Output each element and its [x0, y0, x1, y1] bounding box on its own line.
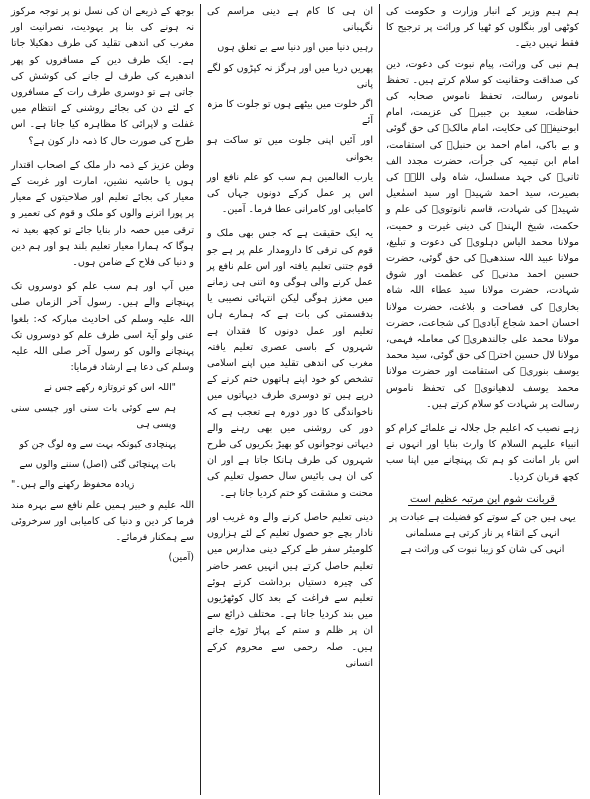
poetry-line: اگر خلوت میں بیٹھے ہوں تو جلوت کا مزہ آئے [207, 99, 373, 127]
poetry-line: انہی کی شان کو زیبا نبوت کی وراثت ہے [400, 543, 565, 555]
hadith-line: ہم سے کوئی بات سنی اور جیسی سنی ویسی ہی [11, 402, 176, 430]
hadith-line: زیادہ محفوظ رکھنے والے ہیں۔" [11, 479, 135, 491]
poetry-line: پھریں دریا میں اور ہرگز نہ کپڑوں کو لگے پانی [207, 62, 373, 90]
column-right [380, 4, 585, 795]
paragraph: ہم نبی کی وراثت، پیام نبوت کی دعوت، دین کی صداقت وحقانیت کو سلام کرتے ہیں۔ تحفظ ناموس رسالت، تحفظ ناموس صحابہ کی حفاظت، سعید بن جبیرؓ کی عزیمت، امام ابوحنیفہؒ کی حکایت، امام مالکؒ کی حق گوئی و بے باکی، امام احمد بن حنبلؒ کی استقامت، امام ابن تیمیہ کی جرأت، حضرت مجدد الف ثانیؒ کی جہد مسلسل، شاہ ولی اللہؒ کی بصیرت، سید احمد شہیدؒ اور سید اسمٰعیل شہیدؒ کی شہادت، قاسم نانوتویؒ کی علم و حکمت، شیخ الہندؒ کی دینی غیرت و حمیت، مولانا محمد الیاس دہلویؒ کی دعوت و تبلیغ، مولانا عبید اللہ سندھیؒ کی حق گوئی، حضرت حسین احمد مدنیؒ کی عظمت اور شوق شہادت، حضرت مولانا سید عطاء اللہ شاہ بخاریؒ کی فصاحت و بلاغت، حضرت مولانا احسان احمد شجاع آبادیؒ کی شجاعت، حضرت مولانا محمد علی جالندھریؒ کی معاملہ فہمی، مولانا لال حسین اخترؒ کی حق گوئی، سید محمد یوسف بنوریؒ کی استقامت اور حضرت مولانا محمد یوسف لدھیانویؒ کی تحفظ ناموس رسالت پر شہادت کو سلام کرتے ہیں۔ [386, 58, 579, 410]
paragraph: زہے نصیب کہ اعلیم جل جلالہ نے علمائے کرام کو انبیاء علیہم السلام کا وارث بنایا اور انہوں نے اس بار امانت کو ہم تک پہنچانے میں اپنا سب کچھ قربان کردیا۔ [386, 423, 579, 483]
paragraph: بوجھ کے ذریعے ان کی نسل نو پر توجہ مرکوز نہ ہونے کی بنا پر یہودیت، نصرانیت اور مغرب کی اندھی تقلید کی طرف دھکیلا جاتا ہے۔ ایک طرف دین کے مسافروں کو پھر اندھیرے کی طرف لے جانے کی کوشش کی جاتی ہے تو دوسری طرف رات کے مسافروں کے لئے دن کی بجائے روشنی کے انتظام میں غفلت و لاپرائی کا مظاہرہ کیا جاتا ہے۔ اس طرح کی صورت حال کا ذمہ دار کون ہے؟ [11, 6, 194, 147]
closing-text: (آمین) [168, 552, 194, 564]
paragraph: یارب العالمین ہم سب کو علم نافع اور اس پر عمل کرکے دونوں جہاں کی کامیابی اور کامرانی عطا فرما۔ آمین۔ [207, 171, 373, 216]
poetry-title: قربانت شوم این مرتبہ عظیم است [410, 493, 555, 505]
poetry-line: یہی ہیں جن کے سوتے کو فضیلت ہے عبادت پر [389, 511, 576, 523]
poetry-line: انہی کے اتقاء پر ناز کرتی ہے مسلمانی [405, 527, 560, 539]
paragraph: یہ ایک حقیقت ہے کہ جس بھی ملک و قوم کی ترقی کا دارومدار علم پر ہے جو قوم جتنی تعلیم یافتہ اور اس علم نافع پر عمل کرنے والی ہوگی وہ اتنی ہی زمانے میں معزز ہوگی لیکن انتہائی نصیبی یا بدقسمتی کی بات ہے کہ ہمارے ہاں تعلیم اور عمل دونوں کا فقدان ہے شہروں کے باسی عصری تعلیم یافتہ مغرب کی اندھی تقلید میں اپنے اسلامی تشخص کو خود اپنے ہاتھوں ختم کرنے کے درپے ہیں تو دوسری طرف دیہاتوں میں ناخواندگی کا دور دورہ ہے تعجب ہے کہ دور کی روشنی میں بھی رہنے والے دیہاتی نوجوانوں کو بھیڑ بکریوں کی طرح شہروں کی طرف ہانکا جاتا ہے اور ان کی ان ہی بائیس سال حصول تعلیم کی محنت و مشقت کو ختم کردیا جاتا ہے۔ [207, 228, 373, 499]
poetry-line: اور آئیں اپنی جلوت میں تو ساکت ہو بخوانی [207, 135, 373, 163]
poetry-line: رہیں دنیا میں اور دنیا سے بے تعلق ہوں [217, 42, 373, 54]
column-left [5, 4, 200, 795]
paragraph: وطن عزیز کے ذمہ دار ملک کے اصحاب اقتدار ہوں یا حاشیہ نشین، امارت اور غربت کے معیار کی بجائے تعلیم اور صلاحیتوں کے معیار پر پورا اترنے والوں کو ملک و قوم کی تعمیر و ترقی میں حصہ دار بنایا جائے تو کچھ بعید نہ ہوگا کہ ہمارا معیار تعلیم بلند ہو اور ہم دین و دنیا کی فلاح کے ضامن ہوں۔ [11, 159, 194, 269]
poetry-block [386, 492, 579, 558]
column-middle [200, 4, 380, 795]
paragraph: میں آپ اور ہم سب علم کو دوسروں تک پہنچانے والے ہیں۔ رسول آخر الزماں صلی اللہ علیہ وسلم کی احادیث مبارکہ کہ: بلغوا عنی ولو آیۃ اسی طرف علم کو دوسروں تک پہنچانے والوں کو رسول آخر صلی اللہ علیہ وسلم کی دعا ہے ارشاد فرمایا: [11, 281, 194, 374]
hadith-line: "اللہ اس کو تروتازہ رکھے جس نے [43, 382, 176, 394]
paragraph: ہم ہیم وزیر کے انبار وزارت و حکومت کی کوٹھی اور بنگلوں کو ٹھیا کر وراثت پر ترجیح کا فقط نہیں دیتے۔ [386, 6, 579, 50]
paragraph: دینی تعلیم حاصل کرنے والے وہ غریب اور نادار بچے جو حصول تعلیم کے لئے ہزاروں کلومیٹر سفر طے کرکے دینی مدارس میں تعلیم حاصل کرتے ہیں انہیں عصر حاضر کی چیرہ دستیاں برداشت کرتے ہوئے تعلیم سے فراغت کے بعد کال کوٹھڑیوں میں بند کردیا جاتا ہے۔ مختلف ذرائع سے ان پر ظلم و ستم کے پہاڑ توڑے جاتے ہیں۔ صلہ رحمی سے محروم کرکے انسانی [207, 511, 373, 669]
paragraph: اللہ علیم و خبیر ہمیں علم نافع سے بہرہ مند فرما کر دین و دنیا کی کامیابی اور سرخروئی سے ہمکنار فرمائے۔ [11, 499, 194, 544]
hadith-line: پہنچادی کیونکہ بہت سے وہ لوگ جن کو [19, 439, 176, 451]
poetry-line: ان ہی کا کام ہے دینی مراسم کی نگہبانی [207, 6, 373, 34]
hadith-line: بات پہنچائی گئی (اصل) سننے والوں سے [19, 459, 176, 471]
